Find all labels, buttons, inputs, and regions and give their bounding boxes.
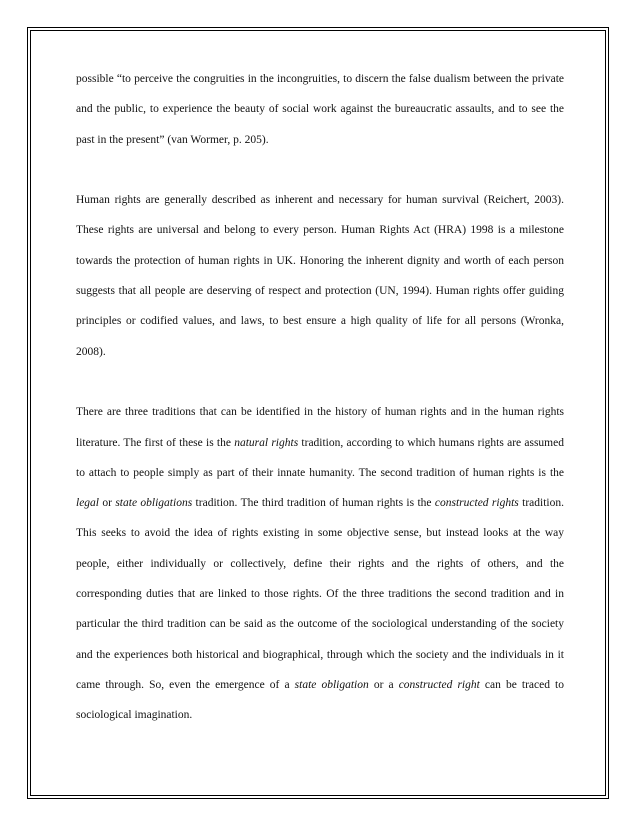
text-segment: or a xyxy=(368,678,399,691)
text-segment: can be traced to sociological imagination. xyxy=(76,678,564,722)
italic-term: state obligation xyxy=(294,678,369,691)
text-segment: possible “to perceive the congruities in the incongruities, to discern the false dualism between the private and the public, to experience the beauty of social work against the bureaucratic assaults, and to see the past in the present” (van Wormer, p. 205). xyxy=(76,73,564,146)
italic-term: state obligations xyxy=(115,497,193,510)
text-segment: Human rights are generally described as inherent and necessary for human survival (Reichert, 2003). These rights are universal and belong to every person. Human Rights Act (HRA) 1998 is a milestone towards the protection of human rights in UK. Honoring the inherent dignity and worth of each person suggests that all people are deserving of respect and protection (UN, 1994). Human rights offer guiding principles or codified values, and laws, to best ensure a high quality of life for all persons (Wronka, 2008). xyxy=(76,194,564,358)
text-segment: tradition. The third tradition of human rights is the xyxy=(192,497,435,510)
paragraph xyxy=(76,64,564,155)
italic-term: constructed rights xyxy=(434,497,519,510)
text-segment: or xyxy=(99,497,116,510)
text-segment: There are three traditions that can be identified in the history of human rights and in the human rights literature. The first of these is the xyxy=(76,406,564,449)
italic-term: constructed right xyxy=(398,678,480,691)
paragraph xyxy=(76,397,564,730)
text-segment: tradition. This seeks to avoid the idea of rights existing in some objective sense, but instead looks at the way people, either individually or collectively, define their rights and the rights of others, and the corresponding duties that are linked to those rights. Of the three traditions the second tradition and in particular the third tradition can be said as the outcome of the sociological understanding of the society and the experiences both historical and biographical, through which the society and the individuals in it came through. So, even the emergence of a xyxy=(76,497,564,691)
document-body xyxy=(76,64,564,731)
italic-term: natural rights xyxy=(234,436,299,449)
paragraph xyxy=(76,185,564,367)
text-segment: tradition, according to which humans rights are assumed to attach to people simply as part of their innate humanity. The second tradition of human rights is the xyxy=(76,436,564,479)
italic-term: legal xyxy=(76,497,99,510)
